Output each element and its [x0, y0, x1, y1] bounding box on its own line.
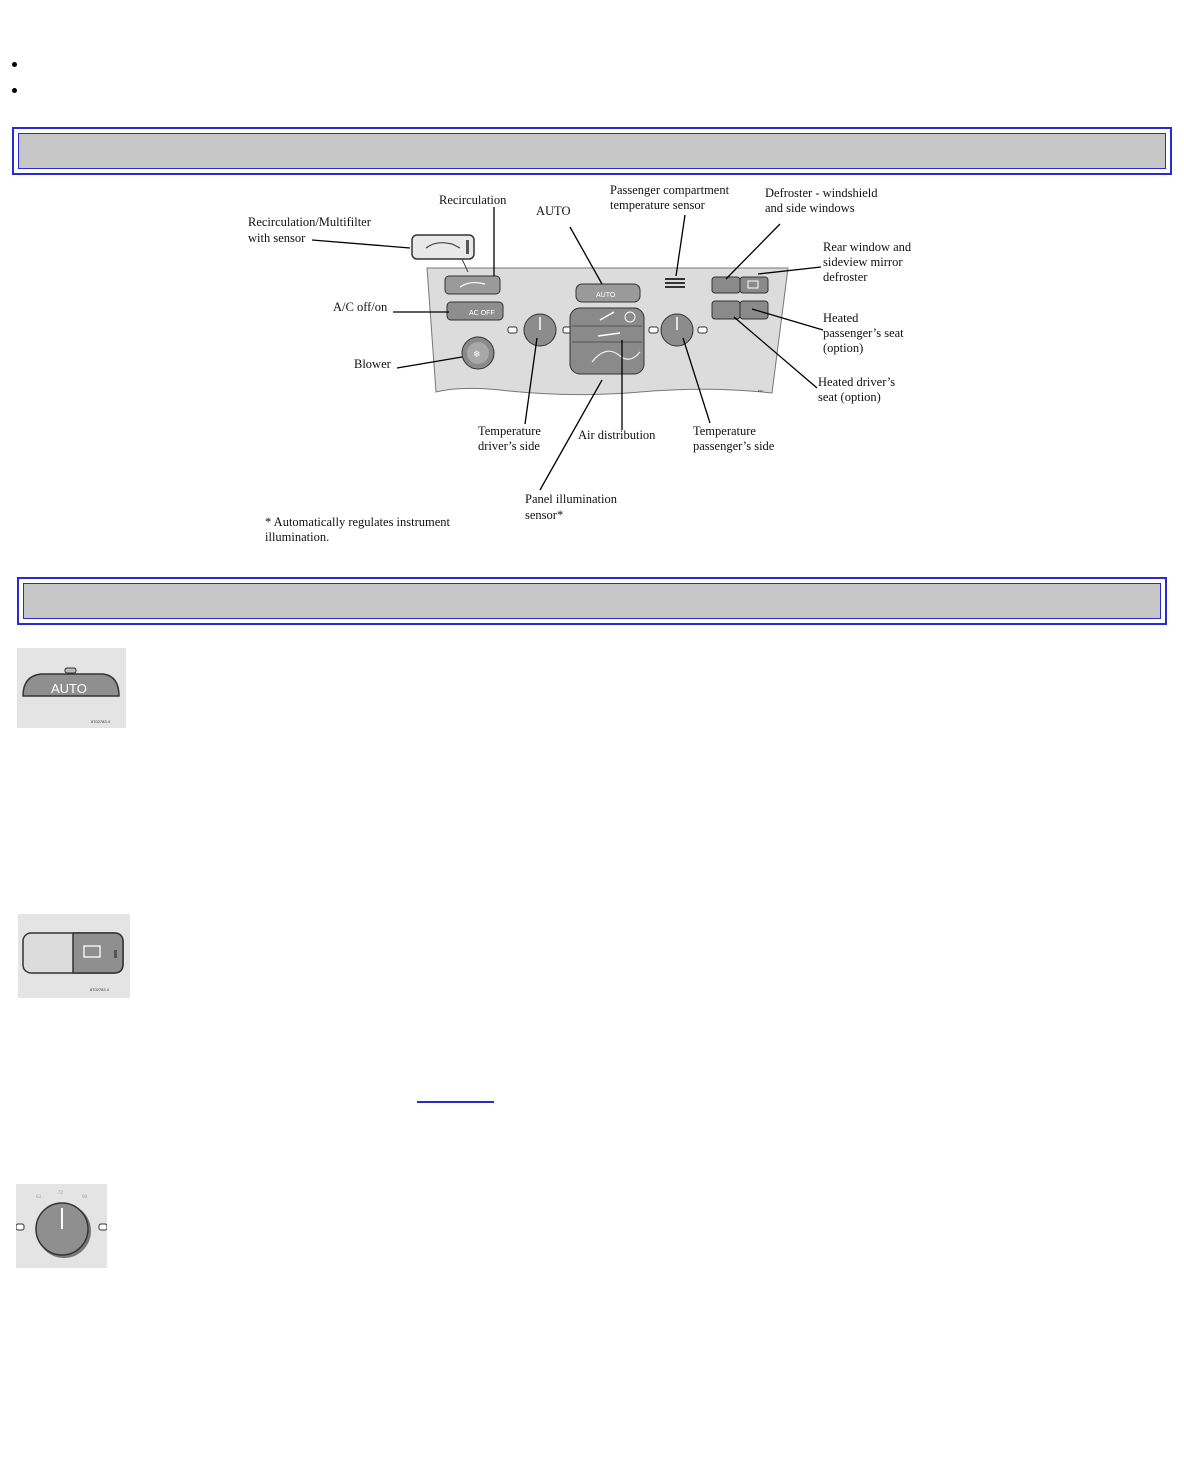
svg-text:temperature sensor: temperature sensor: [610, 198, 705, 212]
recirculation-button: [445, 276, 500, 294]
label-defroster: Defroster - windshield: [765, 186, 878, 200]
svg-text:with sensor: with sensor: [248, 231, 306, 245]
svg-text:passenger’s side: passenger’s side: [693, 439, 775, 453]
label-recirculation: Recirculation: [439, 193, 507, 207]
heated-driver-seat-button: [712, 301, 740, 319]
label-temp-passenger: Temperature: [693, 424, 756, 438]
recirc-sensor-icon: [412, 235, 474, 259]
svg-text:and side windows: and side windows: [765, 201, 855, 215]
svg-text:ETC: ETC: [758, 389, 764, 393]
label-blower: Blower: [354, 357, 391, 371]
label-rear-window: Rear window and: [823, 240, 912, 254]
svg-text:sensor*: sensor*: [525, 508, 564, 522]
link-underline[interactable]: [417, 1101, 494, 1103]
label-recirc-multifilter: Recirculation/Multifilter: [248, 215, 371, 229]
auto-button-image: [17, 648, 126, 728]
sensor-grille-icon: [665, 278, 685, 288]
svg-text:(option): (option): [823, 341, 864, 355]
svg-text:8702783 4: 8702783 4: [90, 987, 109, 992]
svg-text:defroster: defroster: [823, 270, 868, 284]
label-auto: AUTO: [536, 204, 571, 218]
svg-text:72: 72: [58, 1191, 63, 1196]
air-distribution-buttons: [570, 308, 644, 374]
svg-text:63: 63: [36, 1195, 41, 1200]
svg-text:AUTO: AUTO: [51, 681, 87, 696]
label-panel-illumination: Panel illumination: [525, 492, 618, 506]
svg-text:90: 90: [82, 1195, 87, 1200]
defroster-button: [712, 277, 740, 293]
label-heated-driver: Heated driver’s: [818, 375, 896, 389]
section-header-bar: [17, 577, 1167, 625]
label-temp-driver: Temperature: [478, 424, 541, 438]
bullet-dot: [12, 88, 17, 93]
svg-text:❄: ❄: [473, 349, 481, 359]
svg-text:illumination.: illumination.: [265, 530, 330, 544]
svg-text:AUTO: AUTO: [596, 292, 616, 299]
svg-text:8702783 4: 8702783 4: [91, 719, 110, 724]
section-header-bar: [12, 127, 1172, 175]
svg-text:AC OFF: AC OFF: [469, 310, 495, 317]
rear-defroster-button: [740, 277, 768, 293]
label-ac: A/C off/on: [333, 300, 388, 314]
label-heated-passenger: Heated: [823, 311, 859, 325]
label-air-distribution: Air distribution: [578, 428, 656, 442]
svg-text:seat (option): seat (option): [818, 390, 881, 404]
footnote: * Automatically regulates instrument: [265, 515, 451, 529]
temperature-dial-image: [16, 1184, 107, 1268]
svg-text:passenger’s seat: passenger’s seat: [823, 326, 904, 340]
rear-defrost-button-image: [18, 914, 130, 998]
climate-control-diagram: [240, 180, 940, 555]
bullet-dot: [12, 62, 17, 67]
svg-text:sideview mirror: sideview mirror: [823, 255, 903, 269]
label-passenger-sensor: Passenger compartment: [610, 183, 730, 197]
svg-text:driver’s side: driver’s side: [478, 439, 540, 453]
